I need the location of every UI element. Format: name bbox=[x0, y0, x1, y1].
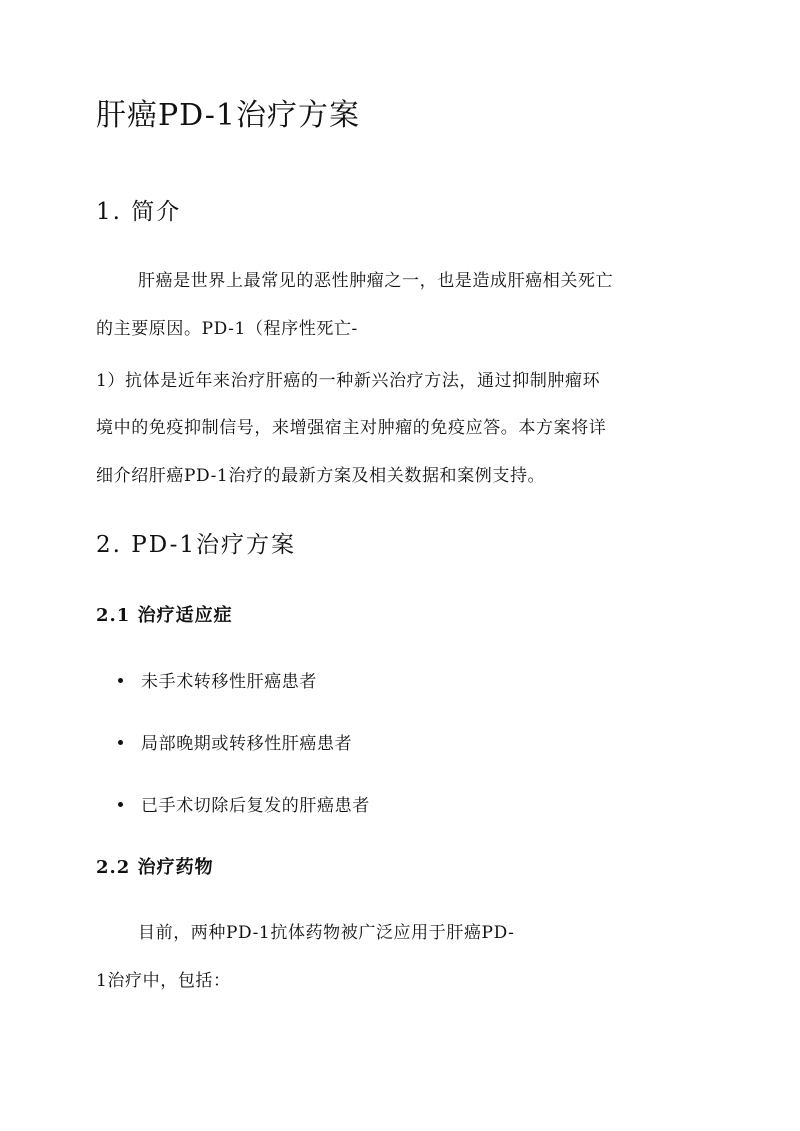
drugs-paragraph-line-1: 目前，两种PD-1抗体药物被广泛应用于肝癌PD- bbox=[138, 923, 515, 943]
intro-paragraph-line-4: 境中的免疫抑制信号，来增强宿主对肿瘤的免疫应答。本方案将详 bbox=[96, 418, 607, 438]
bullet-icon bbox=[118, 802, 123, 807]
list-item-text: 已手术切除后复发的肝癌患者 bbox=[141, 796, 370, 816]
intro-paragraph-line-2: 的主要原因。PD-1（程序性死亡- bbox=[96, 319, 358, 339]
intro-paragraph-line-5: 细介绍肝癌PD-1治疗的最新方案及相关数据和案例支持。 bbox=[96, 466, 546, 486]
intro-paragraph-line-3: 1）抗体是近年来治疗肝癌的一种新兴治疗方法，通过抑制肿瘤环 bbox=[96, 371, 601, 391]
bullet-icon bbox=[118, 740, 123, 745]
subsection-heading-indications: 2.1 治疗适应症 bbox=[96, 605, 233, 626]
intro-paragraph-line-1: 肝癌是世界上最常见的恶性肿瘤之一，也是造成肝癌相关死亡 bbox=[138, 271, 614, 291]
list-item bbox=[118, 793, 370, 819]
subsection-heading-drugs: 2.2 治疗药物 bbox=[96, 857, 214, 878]
bullet-icon bbox=[118, 678, 123, 683]
list-item bbox=[118, 669, 317, 695]
list-item-text: 局部晚期或转移性肝癌患者 bbox=[141, 734, 353, 754]
drugs-paragraph-line-2: 1治疗中，包括： bbox=[96, 971, 231, 991]
document-title: 肝癌PD-1治疗方案 bbox=[96, 98, 361, 133]
list-item bbox=[118, 731, 352, 757]
section-heading-introduction: 1. 简介 bbox=[96, 199, 182, 225]
section-heading-treatment-plan: 2. PD-1治疗方案 bbox=[96, 532, 297, 558]
list-item-text: 未手术转移性肝癌患者 bbox=[141, 672, 317, 692]
